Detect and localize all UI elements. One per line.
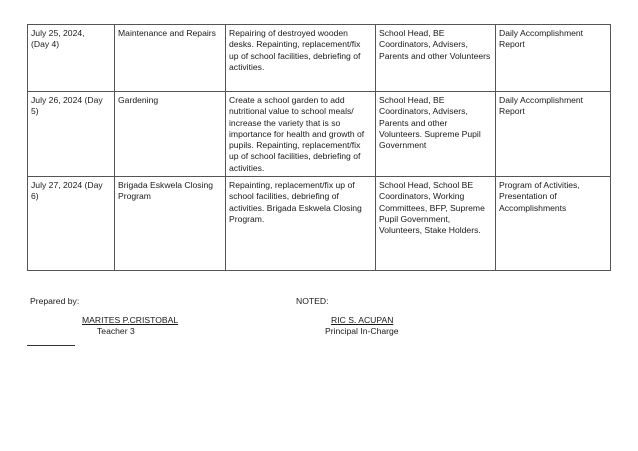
noter-name: RIC S. ACUPAN bbox=[331, 315, 394, 325]
activity-cell: Brigada Eskwela Closing Program bbox=[115, 177, 226, 271]
activity-cell: Gardening bbox=[115, 92, 226, 177]
noter-role: Principal In-Charge bbox=[325, 326, 399, 336]
schedule-table bbox=[27, 24, 611, 271]
table-row bbox=[28, 25, 611, 92]
date-cell bbox=[28, 92, 115, 177]
table-row bbox=[28, 92, 611, 177]
date-line: July 27, 2024 (Day 6) bbox=[31, 180, 103, 202]
preparer-name: MARITES P.CRISTOBAL bbox=[82, 315, 179, 325]
signature-rule-line bbox=[27, 345, 75, 346]
output-cell: Daily Accomplishment Report bbox=[496, 25, 611, 92]
preparer-role: Teacher 3 bbox=[97, 326, 135, 336]
persons-involved-cell: School Head, School BE Coordinators, Working Committees, BFP, Supreme Pupil Government, Volunteers, Stake Holders. bbox=[376, 177, 496, 271]
persons-involved-cell: School Head, BE Coordinators, Advisers, Parents and other Volunteers. Supreme Pupil Government bbox=[376, 92, 496, 177]
description-cell: Repainting, replacement/fix up of school facilities, debriefing of activities. Brigada Eskwela Closing Program. bbox=[226, 177, 376, 271]
output-cell: Daily Accomplishment Report bbox=[496, 92, 611, 177]
table-row bbox=[28, 177, 611, 271]
description-cell: Create a school garden to add nutritional value to school meals/ increase the variety that is so importance for health and growth of pupils. Repainting, replacement/fix up of school facilities, debriefing of activities. bbox=[226, 92, 376, 177]
activity-cell: Maintenance and Repairs bbox=[115, 25, 226, 92]
date-cell bbox=[28, 25, 115, 92]
date-line: July 25, 2024, bbox=[31, 28, 85, 38]
date-line: July 26, 2024 (Day 5) bbox=[31, 95, 103, 117]
description-cell: Repairing of destroyed wooden desks. Repainting, replacement/fix up of school facilities, debriefing of activities. bbox=[226, 25, 376, 92]
prepared-by-label: Prepared by: bbox=[30, 296, 80, 306]
noted-label: NOTED: bbox=[296, 296, 329, 306]
output-cell: Program of Activities, Presentation of Accomplishments bbox=[496, 177, 611, 271]
date-cell bbox=[28, 177, 115, 271]
date-line: (Day 4) bbox=[31, 39, 60, 50]
persons-involved-cell: School Head, BE Coordinators, Advisers, Parents and other Volunteers bbox=[376, 25, 496, 92]
